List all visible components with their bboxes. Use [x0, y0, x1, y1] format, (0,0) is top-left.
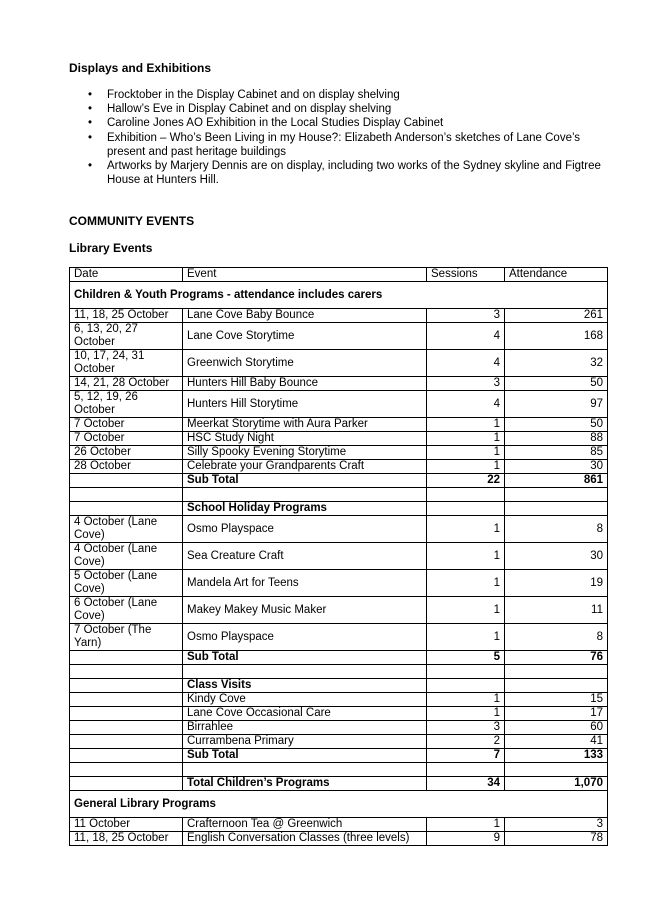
table-row — [70, 832, 608, 846]
cell-event: Hunters Hill Baby Bounce — [183, 377, 427, 391]
cell-sessions: 3 — [427, 377, 505, 391]
cell-attendance: 168 — [505, 323, 608, 350]
cell-attendance: 3 — [505, 818, 608, 832]
cell-date — [70, 777, 183, 791]
cell-event: Lane Cove Baby Bounce — [183, 309, 427, 323]
table-row — [70, 543, 608, 570]
cell-sessions: 4 — [427, 391, 505, 418]
cell-date — [70, 749, 183, 763]
cell-event: Hunters Hill Storytime — [183, 391, 427, 418]
list-item: • Artworks by Marjery Dennis are on display, including two works of the Sydney skyline and Figtree House at Hunters Hill. — [69, 159, 614, 187]
cell-sessions: 1 — [427, 418, 505, 432]
cell-date: 6 October (Lane Cove) — [70, 597, 183, 624]
cell-attendance: 17 — [505, 707, 608, 721]
community-events-heading: COMMUNITY EVENTS — [69, 214, 195, 228]
cell-event: English Conversation Classes (three levels) — [183, 832, 427, 846]
list-item: • Exhibition – Who’s Been Living in my House?: Elizabeth Anderson’s sketches of Lane Cove’s present and past heritage buildings — [69, 131, 614, 159]
table-row — [70, 323, 608, 350]
library-events-heading: Library Events — [69, 241, 153, 255]
cell-sessions: 3 — [427, 309, 505, 323]
spacer-row — [70, 488, 608, 502]
cell-date — [70, 679, 183, 693]
cell-date — [70, 502, 183, 516]
cell-date — [70, 721, 183, 735]
header-sessions: Sessions — [427, 268, 505, 282]
cell-sessions: 1 — [427, 432, 505, 446]
cell-attendance: 1,070 — [505, 777, 608, 791]
cell-event: Sub Total — [183, 749, 427, 763]
cell-attendance: 30 — [505, 543, 608, 570]
cell-event: HSC Study Night — [183, 432, 427, 446]
cell-event: Birrahlee — [183, 721, 427, 735]
cell-sessions: 7 — [427, 749, 505, 763]
cell-sessions: 4 — [427, 350, 505, 377]
cell-date: 7 October (The Yarn) — [70, 624, 183, 651]
cell-date: 11, 18, 25 October — [70, 309, 183, 323]
header-date: Date — [70, 268, 183, 282]
subtotal-row — [70, 474, 608, 488]
cell-event: Osmo Playspace — [183, 516, 427, 543]
table-row — [70, 818, 608, 832]
cell-date: 7 October — [70, 432, 183, 446]
cell-sessions: 9 — [427, 832, 505, 846]
cell-sessions: 1 — [427, 693, 505, 707]
cell-date: 28 October — [70, 460, 183, 474]
table-row — [70, 693, 608, 707]
table-row — [70, 460, 608, 474]
displays-heading: Displays and Exhibitions — [69, 61, 212, 75]
cell-attendance: 133 — [505, 749, 608, 763]
cell-sessions: 1 — [427, 570, 505, 597]
cell-event: Greenwich Storytime — [183, 350, 427, 377]
cell-sessions: 1 — [427, 818, 505, 832]
cell-attendance: 8 — [505, 624, 608, 651]
cell-sessions: 5 — [427, 651, 505, 665]
cell-date: 6, 13, 20, 27 October — [70, 323, 183, 350]
subtotal-row — [70, 651, 608, 665]
cell-date — [70, 474, 183, 488]
cell-date: 4 October (Lane Cove) — [70, 516, 183, 543]
cell-attendance: 30 — [505, 460, 608, 474]
subsection-title: School Holiday Programs — [183, 502, 427, 516]
cell-date: 11, 18, 25 October — [70, 832, 183, 846]
cell-event: Makey Makey Music Maker — [183, 597, 427, 624]
cell-date: 7 October — [70, 418, 183, 432]
table-row — [70, 377, 608, 391]
cell-sessions: 2 — [427, 735, 505, 749]
table-row — [70, 309, 608, 323]
section-children — [70, 282, 608, 309]
cell-date — [70, 651, 183, 665]
cell-date: 5, 12, 19, 26 October — [70, 391, 183, 418]
table-row — [70, 446, 608, 460]
header-attendance: Attendance — [505, 268, 608, 282]
cell-attendance: 78 — [505, 832, 608, 846]
cell-sessions: 22 — [427, 474, 505, 488]
displays-list — [69, 88, 614, 187]
subtotal-row — [70, 749, 608, 763]
cell-date: 26 October — [70, 446, 183, 460]
cell-attendance: 261 — [505, 309, 608, 323]
cell-sessions: 1 — [427, 707, 505, 721]
table-row — [70, 707, 608, 721]
cell-event: Currambena Primary — [183, 735, 427, 749]
cell-sessions: 1 — [427, 446, 505, 460]
library-events-table — [69, 267, 608, 846]
section-title: General Library Programs — [70, 791, 608, 818]
cell-sessions: 1 — [427, 516, 505, 543]
cell-sessions: 1 — [427, 460, 505, 474]
cell-event: Meerkat Storytime with Aura Parker — [183, 418, 427, 432]
table-row — [70, 624, 608, 651]
cell-event: Osmo Playspace — [183, 624, 427, 651]
list-item: • Caroline Jones AO Exhibition in the Local Studies Display Cabinet — [69, 116, 614, 130]
table-row — [70, 735, 608, 749]
cell-attendance: 8 — [505, 516, 608, 543]
table-header-row — [70, 268, 608, 282]
cell-event: Kindy Cove — [183, 693, 427, 707]
table-row — [70, 391, 608, 418]
cell-attendance: 15 — [505, 693, 608, 707]
section-class-visits — [70, 679, 608, 693]
cell-date — [70, 693, 183, 707]
cell-date: 14, 21, 28 October — [70, 377, 183, 391]
table-row — [70, 432, 608, 446]
cell-date: 10, 17, 24, 31 October — [70, 350, 183, 377]
cell-date — [70, 735, 183, 749]
total-row — [70, 777, 608, 791]
cell-event: Lane Cove Storytime — [183, 323, 427, 350]
cell-sessions: 3 — [427, 721, 505, 735]
list-item: • Frocktober in the Display Cabinet and on display shelving — [69, 88, 614, 102]
cell-attendance: 76 — [505, 651, 608, 665]
table-row — [70, 597, 608, 624]
cell-sessions: 4 — [427, 323, 505, 350]
cell-event: Total Children’s Programs — [183, 777, 427, 791]
cell-event: Crafternoon Tea @ Greenwich — [183, 818, 427, 832]
cell-date: 5 October (Lane Cove) — [70, 570, 183, 597]
cell-event: Mandela Art for Teens — [183, 570, 427, 597]
cell-event: Sub Total — [183, 474, 427, 488]
list-item: • Hallow’s Eve in Display Cabinet and on display shelving — [69, 102, 614, 116]
table-row — [70, 350, 608, 377]
section-title: Children & Youth Programs - attendance includes carers — [70, 282, 608, 309]
table-row — [70, 516, 608, 543]
section-general — [70, 791, 608, 818]
table-row — [70, 721, 608, 735]
cell-sessions: 1 — [427, 543, 505, 570]
cell-attendance: 85 — [505, 446, 608, 460]
cell-attendance: 88 — [505, 432, 608, 446]
cell-sessions: 34 — [427, 777, 505, 791]
cell-sessions: 1 — [427, 597, 505, 624]
table-row — [70, 418, 608, 432]
section-holiday — [70, 502, 608, 516]
cell-attendance: 32 — [505, 350, 608, 377]
cell-attendance: 19 — [505, 570, 608, 597]
cell-date: 11 October — [70, 818, 183, 832]
cell-attendance: 861 — [505, 474, 608, 488]
spacer-row — [70, 665, 608, 679]
cell-attendance: 97 — [505, 391, 608, 418]
cell-event: Lane Cove Occasional Care — [183, 707, 427, 721]
cell-event: Celebrate your Grandparents Craft — [183, 460, 427, 474]
cell-sessions: 1 — [427, 624, 505, 651]
cell-date: 4 October (Lane Cove) — [70, 543, 183, 570]
cell-attendance: 60 — [505, 721, 608, 735]
spacer-row — [70, 763, 608, 777]
cell-date — [70, 707, 183, 721]
cell-event: Sub Total — [183, 651, 427, 665]
subsection-title: Class Visits — [183, 679, 427, 693]
cell-event: Silly Spooky Evening Storytime — [183, 446, 427, 460]
cell-attendance: 50 — [505, 418, 608, 432]
cell-attendance: 11 — [505, 597, 608, 624]
table-row — [70, 570, 608, 597]
cell-event: Sea Creature Craft — [183, 543, 427, 570]
cell-attendance: 50 — [505, 377, 608, 391]
header-event: Event — [183, 268, 427, 282]
cell-attendance: 41 — [505, 735, 608, 749]
